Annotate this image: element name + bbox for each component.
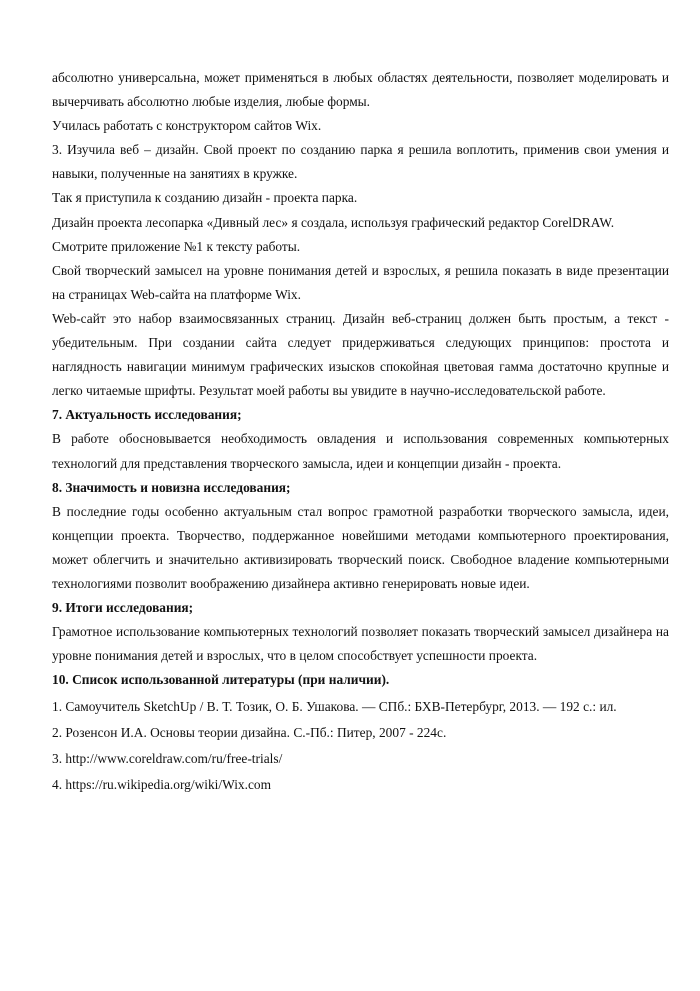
reference-item: 1. Самоучитель SketchUp / В. Т. Тозик, О. Б. Ушакова. — СПб.: БХВ-Петербург, 2013. — 192 с.: ил.: [52, 698, 617, 714]
paragraph-design-project: Так я приступила к созданию дизайн - проекта парка.: [52, 190, 358, 206]
reference-link: 4. https://ru.wikipedia.org/wiki/Wix.com: [52, 777, 272, 793]
paragraph-presentation: Свой творческий замысел на уровне понимания детей и взрослых, я решила показать в виде презентации на страницах Web-сайта на платформе Wix.: [52, 262, 669, 302]
section-heading: 9. Итоги исследования;: [52, 600, 194, 616]
paragraph-software: абсолютно универсальна, может применяться в любых областях деятельности, позволяет моделировать и вычерчивать абсолютно любые изделия, любые формы.: [52, 70, 669, 110]
paragraph-coreldraw: Дизайн проекта лесопарка «Дивный лес» я создала, используя графический редактор CorelDRAW.: [52, 214, 615, 230]
references-heading: 10. Список использованной литературы (при наличии).: [52, 672, 390, 688]
section-text: В работе обосновывается необходимость овладения и использования современных компьютерных технологий для представления творческого замысла, идеи и концепции дизайн - проекта.: [52, 431, 669, 471]
section-heading: 7. Актуальность исследования;: [52, 407, 242, 423]
section-text: В последние годы особенно актуальным стал вопрос грамотной разработки творческого замысла, идеи, концепции проекта. Творчество, поддержанное новейшими методами компьютерного проектирования, может облегчить и значительно активизировать творческий поиск. Свободное владение компьютерными технологиями позволит воображению дизайнера активно генерировать новые идеи.: [52, 503, 669, 591]
paragraph-appendix: Смотрите приложение №1 к тексту работы.: [52, 238, 301, 254]
section-results: [52, 596, 669, 668]
paragraph-web-design: 3. Изучила веб – дизайн. Свой проект по созданию парка я решила воплотить, применив свои умения и навыки, полученные на занятиях в кружке.: [52, 142, 669, 182]
paragraph-wix: Училась работать с конструктором сайтов Wix.: [52, 118, 322, 134]
reference-item: 2. Розенсон И.А. Основы теории дизайна. С.-Пб.: Питер, 2007 - 224с.: [52, 724, 447, 740]
section-text: Грамотное использование компьютерных технологий позволяет показать творческий замысел дизайнера на уровне понимания детей и взрослых, что в целом способствует успешности проекта.: [52, 624, 669, 664]
section-significance: [52, 476, 669, 596]
section-heading: 8. Значимость и новизна исследования;: [52, 479, 291, 495]
paragraph-website: Web-сайт это набор взаимосвязанных страниц. Дизайн веб-страниц должен быть простым, а текст - убедительным. При создании сайта следует придерживаться следующих принципов: простота и наглядность навигации минимум графических изысков спокойная цветовая гамма достаточно крупные и легко читаемые шрифты. Результат моей работы вы увидите в научно-исследовательской работе.: [52, 310, 669, 399]
document-page: [52, 66, 669, 800]
references-section: [52, 668, 669, 797]
section-relevance: [52, 403, 669, 475]
reference-link: 3. http://www.coreldraw.com/ru/free-trials/: [52, 751, 283, 767]
